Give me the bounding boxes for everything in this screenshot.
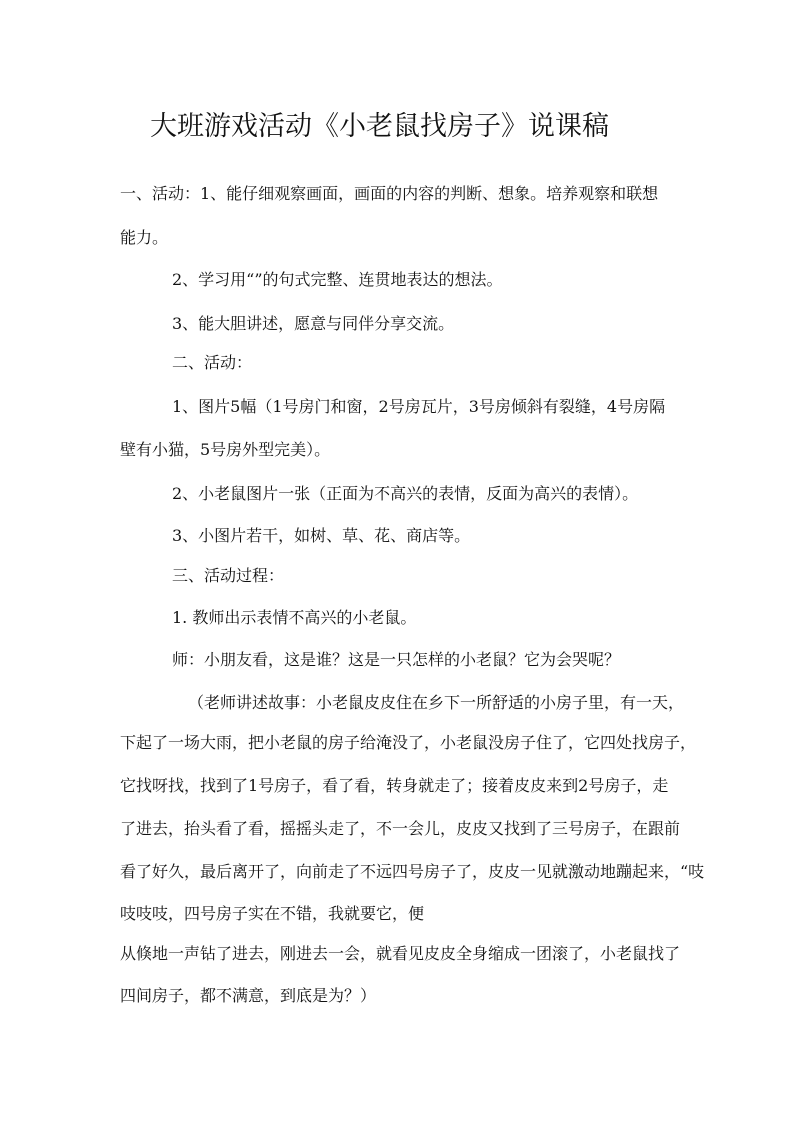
paragraph-line: 2、学习用“”的句式完整、连贯地表达的想法。 [172,270,503,289]
paragraph-line: 能力。 [120,228,169,247]
paragraph-line: 壁有小猫，5号房外型完美）。 [120,440,331,459]
paragraph-line: 从倏地一声钻了进去，刚进去一会，就看见皮皮全身缩成一团滚了，小老鼠找了 [120,944,681,963]
document-title: 大班游戏活动《小老鼠找房子》说课稿 [150,111,609,142]
paragraph-line: 2、小老鼠图片一张（正面为不高兴的表情，反面为高兴的表情）。 [172,484,639,503]
paragraph-line: 一、活动：1、能仔细观察画面，画面的内容的判断、想象。培养观察和联想 [120,184,659,203]
paragraph-line: 下起了一场大雨，把小老鼠的房子给淹没了，小老鼠没房子住了，它四处找房子， [120,733,697,752]
paragraph-line: 师：小朋友看，这是谁？这是一只怎样的小老鼠？它为会哭呢？ [172,650,621,669]
paragraph-line: 四间房子，都不满意，到底是为？） [120,986,377,1005]
paragraph-line: 了进去，抬头看了看，摇摇头走了，不一会儿，皮皮又找到了三号房子，在跟前 [120,819,681,838]
section-heading: 三、活动过程： [172,566,285,585]
paragraph-line: 它找呀找，找到了1号房子，看了看，转身就走了；接着皮皮来到2号房子，走 [120,776,669,795]
paragraph-line: （老师讲述故事：小老鼠皮皮住在乡下一所舒适的小房子里，有一天， [188,693,685,712]
paragraph-line: 看了好久，最后离开了，向前走了不远四号房子了，皮皮一见就激动地蹦起来，“吱 [120,862,705,881]
paragraph-line: 1. 教师出示表情不高兴的小老鼠。 [172,608,417,627]
paragraph-line: 3、小图片若干，如树、草、花、商店等。 [172,526,471,545]
section-heading: 二、活动： [172,353,253,372]
paragraph-line: 吱吱吱，四号房子实在不错，我就要它，便 [120,904,425,923]
paragraph-line: 3、能大胆讲述，愿意与同伴分享交流。 [172,314,455,333]
paragraph-line: 1、图片5幅（1号房门和窗，2号房瓦片，3号房倾斜有裂缝，4号房隔 [172,397,666,416]
